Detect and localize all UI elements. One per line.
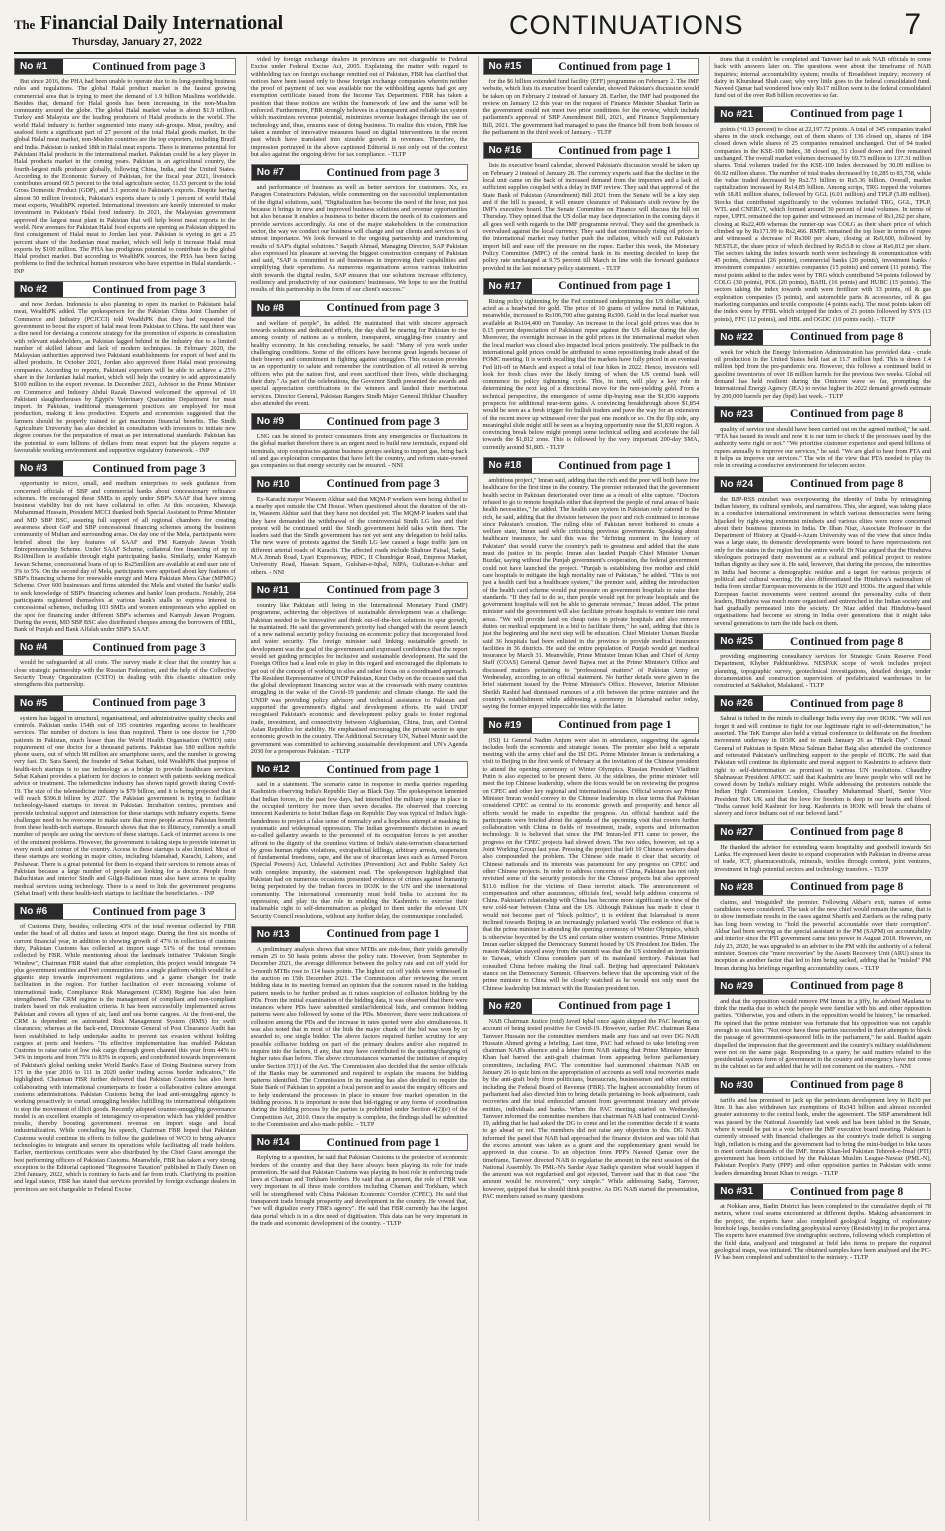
continued-page-number: 1 [665,280,672,293]
story [714,56,931,100]
story-body [714,653,931,689]
continued-from-label [763,477,930,492]
story-text: opportunity to micro, small, and medium enterprises to seek guidance from concerned officials of SBP and commercial banks about concessionary refinance schemes. He encouraged these SMEs to apply under SBP's SAAF that have strong business viability but do not have collateral to offer. At this occasion, Khawaja Muhammad Hussain, President MCCI thanked both Special Assistant to Prime Minister and MD SBP BSC, assuring full support of all regional chambers for creating awareness about GoP and SBP concessional financing schemes among the business community of Multan and surrounding areas. On day one of the Mela, participants were briefed about the key features of SAAF and PM Kamyab Jawan Youth Entrepreneurship Scheme. Under SAAF Scheme, collateral free financing of up to Rs10million is available through eight participating banks. Similarly, under Kamyab Jawan Scheme, concessional loans of up to Rs25million are available at end user rate of 3% to 5%. On the second day of Mela, participants were apprised about key features of SBP's financing scheme for renewable energy and Mera Pakistan Mera Ghar (MPMG) Scheme. Over 600 businesses and firms attended the Mela and visited the banks' stalls to seek knowledge of SBP's financing schemes and banks' loan products. Notably, 264 participants registered themselves at various bank's stalls to express interest in concessional schemes, including 103 SMEs and women entrepreneurs who applied on the spot for financing under different SBP's schemes and Kamyab Jawan Program. During the event, MD SBP BSC also distributed cheques among the borrowers of HBL, Bank of Punjab and Bank Alfalah under SBP's SAAF. [14,480,236,634]
continued-page-number: 3 [199,905,206,918]
continued-label-text: Continued from page [790,331,895,344]
story-body [483,477,700,711]
continued-label-text: Continued from page [790,1185,895,1198]
story-header [483,717,700,734]
story-header [251,413,468,430]
story-text: vided by foreign exchange dealers in provinces are not chargeable to Federal Excise under Federal Excise Act, 2005. Explaining the matter with regard to withholding tax on foreign exchange remitted out of Pakistan, FBR has clarified that notices have been issued only to those foreign exchange companies wherein neither the proof of payment of tax was available nor the withholding agents had got any exemption certificate issued from the Income Tax Department. FBR has taken a position that these notices are within the framework of law and the same will be enforced. Furthermore, FBR strongly believes in a transparent and reliable tax system which maximizes revenue potential, minimizes revenue leakages through the use of technology and, thus, ensures ease of doing business. To realize this vision, FBR has taken a number of innovative measures based on digital interventions in the recent past which have translated into sizeable growth in revenues. Therefore, the impression portrayed in the above captioned Editorial is not only out of the context but also against the ongoing drive for tax compliance. - TLTP [250,56,468,158]
story-number: No #2 [15,282,63,297]
continued-from-label [532,279,699,294]
story-body [14,715,236,897]
story-number: No #27 [715,825,763,840]
continued-page-number: 1 [665,60,672,73]
story [483,457,700,711]
continued-page-number: 8 [897,331,904,344]
story-text: of Customs Duty, besides, collecting 43% of the total revenue collected by FBR under the head of all duties and taxes at import stage. During the first six months of current financial year, in addition to showing growth of 47% in collection of customs duty, Pakistan Customs has collected at import stage 51% of the total revenues collected by FBR. While mentioning about the landmark initiative "Pakistan Single Window", Chairman FBR stated that after completion, this project would integrate 74 plus government entities and Port communities into a single platform which would be a gigantic step towards improvement regulations and a game changer for trade facilitation in the region. For further facilitation of ever increasing volume of international trade, Compliance Risk Management (CRM) Regime has also been strengthened. The CRM regime is the management of compliant and non-compliant traders based on risk evaluation criteria. It has been successfully implemented across Pakistan and covers all types of air, land and sea borne cargoes. At the front-end, the CRM is dependent on automated Risk Management System (RMS) for swift clearances; whereas at the back-end, Directorate General of Post Clearance Audit has been established to help undertake audits to prevent tax evasion without holding cargoes at ports and borders. "Its effective implementation has enabled Pakistan Customs to raise ratio of low risk cargo through green channel this year from 44% to 34% in imports and from 75% to 83% in exports, and contributed towards improvement of Pakistan's global ranking under World Bank's Ease of Doing Business survey from 171 in the year 2016 to 111 in 2020 under trading across border indicators," He highlighted. Chairman FBR further delivered that Pakistan Customs has also been collaborating with international counterparts to foster a collaborative culture amongst customs administrations. Pakistan Customs being the lead anti-smuggling agency is working proactively to curtail smuggling besides fulfilling its international obligations to stop the movement of illicit goods. Recently adopted counter-smuggling governance model is an excellent example of interagency co-operation which has yielded positive results, thereby boosting government revenue on import stage and local industrialization. While concluding his speech, Chairman FBR hoped that Pakistan Customs would continue its efforts to follow the guidelines of WCO to bring advance technologies to integrate and secure its operations while facilitating all trade holders. Earlier, meritorious certificates were also distributed by the Chief Guest amongst the best performing officers of Pakistan Customs. Meanwhile, FBR has taken a very strong exception to the Editorial captioned "Regressive Taxation" published in Daily Dawn on 23rd January, 2022, which is contrary to facts and far from truth. Clarifying its position and legal stance, FBR has stated that services provided by foreign exchange dealers in provinces are not chargeable to Federal Excise [14,923,236,1193]
continued-label-text: Continued from page [790,881,895,894]
continued-from-label [763,880,930,895]
story-body [714,715,931,817]
story-number: No #16 [484,143,532,158]
story-header [483,998,700,1015]
continued-label-text: Continued from page [326,928,432,941]
continued-page-number: 8 [897,1079,904,1092]
story [714,879,931,972]
story [483,142,700,271]
continued-page-number: 1 [665,1000,672,1013]
story-number: No #31 [715,1184,763,1199]
story-number: No #29 [715,979,763,994]
story-number: No #10 [252,477,300,492]
story-header [251,300,468,317]
continued-label-text: Continued from page [326,478,432,491]
story-number: No #21 [715,107,763,122]
continued-from-label [763,407,930,422]
continued-page-number: 8 [897,826,904,839]
story-text: But since 2016, the PHA had been unable to operate due to its long-pending business rules and regulations. The global Halal product market is the fastest growing commercial area that is trying to meet the demand of 1.9 billion Muslims worldwide. Besides that, demand for Halal goods has been increasing in the non-Muslim community around the globe. The global Halal market value is about $1.9 trillion. Turkey and Malaysia are the leading producers of Halal products in the world. The world Halal industry is further segmented into many sub-groups. Meat, poultry, and seafood form a significant part of 27 percent of the total Halal goods market. In the global Halal meat market, non-Muslim countries are the top exporters, including Brazil and India. Pakistan is ranked 18th in Halal meat exports. There is immense potential for Pakistani Halal products in the international market. Pakistan could be a key player in Halal products market in the coming years. Pakistan is an agricultural country, the fourth-largest milk producer globally, following China, India, and the United States. According to the Economic Survey of Pakistan, for the fiscal year 2021, livestock contributes around 60.5 percent to the total agriculture sector, 11.53 percent to the total Gross Domestic Product (GDP), and 3.1 percent to Pakistan's exports. Despite having almost 50 million livestock, Pakistan's exports share is only 1 percent of world Halal meat exports, WealthPK reported. International investors are keenly interested to make investment in Pakistan's Halal food industry. In 2021, the Malaysian government approved the largest meat plant in Pakistan that will help boost meat exports to the world. New avenues for Pakistan Halal food exports are opening as Pakistan shipped its first consignment of Halal meat to Jordan last year. Pakistan is eyeing to get a 25 percent share of the Jordanian meat market, which will help it increase Halal meat exports by $100 million. The PHA has prodigious potential to contribute to the global Halal product market. But according to WealthPK sources, the PHA has been facing problems to find the technical human resources who have expertise in Halal standards. - INP [14,78,236,275]
column-3 [478,56,700,1521]
continued-from-label [63,696,235,711]
continued-from-label [300,1135,467,1150]
continued-page-number: 8 [897,980,904,993]
story-header [14,460,236,477]
story-header [251,476,468,493]
page-number: 7 [904,8,921,41]
story-header [714,824,931,841]
story-text: and performance of business as well as better services for customers. Xx, ex Paragon Constructors Pakistan, while commenting on the successful implementation of the digital solutions, said, "Digitalization has become the need of the hour, not just because it brings in new and improved business solutions and revenue opportunities but also because it enables a business to better discern the needs of its customers and provide services accordingly. As one of the major stakeholders in the construction sector, the way we conduct our business will change and our clients and services is of utmost importance. We look forward to the ongoing partnership and transforming results of SAP's digital solutions." Saquib Ahmad, Managing Director, SAP Pakistan also expressed his pleasure at serving the biggest construction company of Pakistan and said, "SAP is committed to aid businesses in improving their capabilities and simplifying their operations. As numerous organisations across various industries shift towards the digital realm, SAP ensures that our solutions increase efficiency, resiliency and productivity of our customers' businesses. We hope to see the fruitful results of this partnership in the form of our client's success." [250,184,468,294]
story [714,476,931,627]
story-header [714,978,931,995]
story-body [714,349,931,400]
continued-page-number: 8 [897,881,904,894]
story-number: No #8 [252,301,300,316]
story-number: No #3 [15,461,63,476]
continued-page-number: 3 [433,166,440,179]
story-body [14,480,236,633]
continued-from-label [300,414,467,429]
story [714,329,931,400]
continued-label-text: Continued from page [326,584,432,597]
continued-label-text: Continued from page [558,1000,663,1013]
story-text: (ISI) Lt General Nadim Anjum were also in attendance, suggesting the agenda includes both the economic and strategic issues. The premier also held a separate meeting with the army chief and the ISI DG. Prime Minister Imran is undertaking a visit to Beijing in the first week of February at the invitation of the Chinese president to attend the opening ceremony of Winter Olympics. Russian President Vladimir Putin is also expected to be present there. At the sidelines, the prime minister will meet the top Chinese leadership, where the focus would be on reviewing the progress on CPEC and other key regional and international issues. Official sources say Prime Minister Imran would convey to the Chinese leadership in clear terms that Pakistan considered CPEC as central to its economic growth and prosperity and hence all efforts would be made to expedite the progress. An official handout said the participants were briefed about the agenda of the upcoming visit that covers further collaboration with China in fields of investment, trade, exports and information technology. It is believed that since the PM Imran-led PTI came to power, the progress on the CPEC projects had slowed down. The two sides, however, set up a Joint Working Group last year. Pressing the project that left 10 Chinese workers dead also compounded the problem. The Chinese side made it clear that security of Chinese nationals and its interests was paramount for any progress on CPEC and other Chinese projects. In order to address concerns of China, Pakistan has not only revisited some of the security protocols for the Chinese projects but also approved $11.6 million for the victims of Dasu terrorist attack. The announcement of compensation and other assurances, officials feel, would help address concerns of China. Pakistan's relationship with China has become more significant in view of the new cold-war between China and the US. Although Pakistan has made it clear it would not become part of "block politics", it is evident that Islamabad is more inclined towards Beijing in an increasingly polarised world. The evidence of that is that the prime minister is attending the opening ceremony of Winter Olympics, which is otherwise boycotted by the US and certain other western countries. Prime Minister Imran earlier skipped the Democracy Summit hosted by US President Joe Biden. The reason Pakistan stayed away from the summit was that the US extended an invitation to Taiwan, which China considers part of its mainland territory. Pakistan had consulted China before making the final call. Beijing had appreciated Pakistan's stance on the Democracy Summit. Observers believe that the upcoming visit of the prime minister to China will be closely watched as he would not only meet the Chinese leadership but interact with the Russian president too. [482,736,700,992]
story-number: No #13 [252,927,300,942]
story-text: lists its executive board calendar, showed Pakistan's discussion would be taken up on February 2 instead of January 28. The currency experts said that the decline in the local unit came on the back of increased demand from the importers and a lack of sufficient supplies coupled with a delay in IMF review. They said that approval of the State Bank of Pakistan (Amendment) Bill 2021 from the Senate will be a key step and if the bill is passed, it will ensure clearance of Pakistan's sixth review by the IMF's executive board. The Senate Committee on Finance will discuss the bill on Thursday. They opined that the US dollar may face depreciation in the coming days if all goes well with regards to the IMF programme revival. They said the greenback is overvalued against the local currency. They said that continuously rising oil prices in the international market may further push the inflation, which will cut Pakistan's import bill and ease off the pressure on the rupee. Earlier this week, the Monetary Policy Committee (MPC) of the central bank in its meeting decided to keep the policy rate unchanged at 9.75 percent till March in line with the forward guidance provided in the last monetary policy statement. - TLTP [482,162,700,272]
continued-from-label [763,825,930,840]
story-number: No #1 [15,59,63,74]
continued-label-text: Continued from page [790,108,895,121]
story-number: No #22 [715,330,763,345]
story [483,278,700,451]
story [251,164,468,293]
story [714,978,931,1071]
continued-page-number: 8 [897,478,904,491]
paper-name-kicker: The [14,17,36,32]
story-body [251,320,468,408]
story [14,639,236,688]
story-header [714,1183,931,1200]
continued-label-text: Continued from page [790,478,895,491]
story-header [714,1077,931,1094]
continued-from-label [300,301,467,316]
continued-label-text: Continued from page [790,826,895,839]
story [251,582,468,755]
continued-label-text: Continued from page [326,415,432,428]
story-body [251,184,468,293]
continued-page-number: 3 [199,641,206,654]
story-number: No #5 [15,696,63,711]
continued-label-text: Continued from page [92,641,197,654]
story-header [714,879,931,896]
story-number: No #15 [484,59,532,74]
continued-page-number: 3 [433,584,440,597]
story [714,406,931,470]
continued-label-text: Continued from page [790,635,895,648]
story-text: points (+0.13 percent) to close at 22,197.72 points. A total of 345 companies traded shares in the stock exchange, out of them shares of 136 closed up, shares of 184 closed down while shares of 25 companies remained unchanged. Out of 94 traded companies in the KSE-100 Index, 38 closed up, 51 closed down and five remained unchanged. The overall market volumes decreased by 69.73 million to 137.31 million shares. Total volumes traded for the KSE-100 Index decreased by 30.09 million to 66.92 million shares. The number of total trades decreased by 16,285 to 83,738, while the value traded decreased by Rs2.73 billion to Rs5.36 billion. Overall, market capitalization increased by Rs14.85 billion. Among scrips, TRG topped the volumes with 18.81 million shares, followed by GGL (6.01 million) and TPLP (5.89 million). Stocks that contributed significantly to the volumes included TRG, GGL, TPLP, WTL and CNERGY, which formed around 30 percent of total volumes. In terms of rupee, UPFL remained the top gainer and witnessed an increase of Rs1,262 per share, closing at Rs22,409 whereas the runner-up was COLG as their share price of which climbed up by Rs171.99 to Rs2,466. RMPL remained the top loser in terms of rupee and witnessed a decrease of Rs300 per share, closing at Rs9,600, followed by NESTLE, the share price of which declined by Rs53.8 to close at Rs6,812 per share. The sectors taking the index towards north were technology & communication with 45 points, chemical (26 points), commercial banks (20 points), investment banks / investment companies / securities companies (15 points) and cement (11 points). The most points added to the index were by TRG which contributed 54 points followed by COLG (30 points), POL (20 points), BAHL (16 points) and HUBC (15 points). The sectors taking the index towards south were fertilizer with 33 points, oil & gas exploration companies (5 points), and automobile parts & accessories, oil & gas marketing companies and textile composite (4 points each). The most points taken off the index were by FFBL which stripped the index of 21 points followed by SYS (13 points), FFC (12 points), and HBL and OGDC (10 points each). - TLTP [714,125,931,323]
continued-from-label [63,640,235,655]
story-text: Sahrai is itched in the minds to challenge India every day over IIOJK. "We will not forget it and will continue to fight for our legitimate right to self-determination," he asserted. The TeK Europe also held a virtual conference to deliberate on the freedom movement underway in IIOJK and to mark January 26 as "Black Day". Consul General of Pakistan in Spain Mirza Salman Babar Baig also attended the conference and reiterated Pakistan's unflinching support to the people of IIOJK. He said that Pakistan will continue its diplomatic and moral support to Kashmiris to achieve their right to self-determination as promised in various UN resolutions. Chaudhry Shahnawaz President APKCC said that Kashmiris are brave people who will not be cowed down by India's military might. While addressing the protesters outside the Indian High Commission London, Chaudhry Muhammad Sharif, Senior Vice President TeK UK said that the love for freedom is deep in our hearts and blood. "India cannot hold Kashmir for long. Kashmiris in IIOJK will break the chains of slavery and force Indians out of our beloved land." [714,715,931,818]
story [714,106,931,323]
continued-label-text: Continued from page [326,302,432,315]
continued-label-text: Continued from page [326,1136,432,1149]
story-number: No #7 [252,165,300,180]
story-header [483,278,700,295]
story-number: No #9 [252,414,300,429]
story-body [14,659,236,688]
story-text: at Nokkan area, Badin District has been completed to the cumulative depth of 78 meters, where coal seams encountered at different depths. Making advancement in the project, the experts have also completed geological logging of exploratory borehole logs, besides concluding geophysical survey (Resistivity) in the project area. The experts have examined five stratigraphic sections, following which completion of the field data, analysed and integrated at field labs items to prepare the required geological maps, was initiated. The obtained samples have been analysed and the PC-IV has been completed and submitted to the ministry. - TLTP [714,1203,931,1262]
continued-label-text: Continued from page [92,60,197,73]
story-body [483,162,700,271]
story [483,998,700,1200]
story-header [714,406,931,423]
story-body [483,1018,700,1200]
story-text: Rising policy tightening by the Fed continued underpinning the US dollar, which acted as a headwind for gold. The price of 10 grams of yellow metal in Pakistan, meanwhile, increased to Rs106,700 after gaining Rs300. Gold in the local market was available at Rs104,400 on Tuesday. An increase in the local gold prices was due to 0.15 percent depreciation of Pakistani rupee against the US dollar during the day. Moreover, the overnight increase in the gold prices in the international market when the local market was closed also impacted local prices positively. The pullback in the international gold prices could be attributed to some repositioning trade ahead of the FOMC meeting. It is worth recalling that the markets have fully priced in an eventual Fed lift-off in March and expect a total of four hikes in 2022. Hence, investors will look for fresh clues over the likely timing of when the US central bank will commence its policy tightening cycle. This, in turn, will play a key role in determining the next leg of a directional move for the non-yielding gold. From a technical perspective, the emergence of some dip-buying near the $1,836 supports prospects for additional near-term gains. A convincing breakthrough above $1,854 would be seen as a fresh trigger for bullish traders and pave the way for an extension of the recent move up witnessed over the past one month or so. On the flip side, any meaningful slide might still be seen as a buying opportunity near the $1,830 region. A convincing break below might prompt some technical selling and accelerate the fall towards the $1,812 zone. This is followed by the very important 200-day SMA, currently around $1,805. - TLTP [482,297,700,451]
story [14,281,236,454]
continued-label-text: Continued from page [326,763,432,776]
section-title: CONTINUATIONS [509,10,744,40]
continued-label-text: Continued from page [558,719,663,732]
story-header [483,58,700,75]
continued-page-number: 1 [897,108,904,121]
continued-page-number: 8 [897,1185,904,1198]
story-text: tariffs and has promised to jack up the petroleum development levy to Rs30 per litre. It has also withdrawn tax exemptions of Rs343 billion and almost recorded greater autonomy to the central bank, under the agreement. The SBP amendment bill was passed by the National Assembly last week and has been tabled in the Senate, where it would be put to a vote before the IMF executive board meeting. Pakistan is currently stressed with financial challenges as the country's trade deficit is surging high, inflation is rising and the government had to bring the mini-budget to bike taxes to meet certain demands of the IMF. Imran Khan-led Pakistan Tehreek-e-Insaf (PTI) government has been criticised by the Pakistan Muslim League-Nawaz (PML-N), Pakistan People's Party (PPP) and other opposition parties in Pakistan with some leaders demanding Imran Khan to resign. - TLTP [714,1096,931,1177]
story-number: No #4 [15,640,63,655]
story [14,460,236,633]
continued-page-number: 1 [433,763,440,776]
continued-from-label [63,282,235,297]
story-text: country like Pakistan still being in the International Monetary Fund (IMF) programme, achieving the objectives of sustainable development was a challenge. Pakistan needed to be innovative and think out-of-the-box solutions to spur growth, he maintained. He said the government's priority had changed with the recent launch of a new national security policy focusing on economic policy that incorporated food and water security. The foreign minister said linking sustainable growth to development was the goal of the government and expressed confidence that the report would set guiding principles for inclusive and sustainable development. He said the Foreign Office had a lead role to play in this regard and encouraged the diplomats to get out of the concept of working in silos and rather focus on a coordinated approach. The Resident Representative of UNDP Pakistan, Knut Ostby on the occasion said that the global development financing sector was at the crossroads with many countries struggling in the wake of the Covid-19 pandemic and climate change. He said the UNDP was providing policy advisory and technical assistance to Pakistan and supported the government's digital and development efforts. He said UNDP recognised Pakistan's economic and development policy goals to foster regional trade, investment, and connectivity between Afghanistan, China, Iran, and Central Asian Republics for stability. He emphasised encouraging the private sector to spur economic growth in the country. The Additional Secretary UN, Nabeel Munir said the government was committed to achieving sustainable development and UN's Agenda 2030 for a prosperous Pakistan. - TLTP [250,601,468,755]
story-body [251,602,468,755]
story-text: Replying to a question, he said that Pakistan Customs is the protector of economic borders of the country and that they have always been playing its role for trade promotion. He said that Pakistan Customs was playing its best role in enforcing trade laws at Chaman and Torkham borders. He said that at present, the role of FBR was very important in all three trade corridors including Chaman and Torkham, which will be strengthened with China Pakistan Economic Corridor (CPEC). He said that transparent trade brought prosperity and development in the country. He vowed that, "we will digitalize every FBR's agency". He said that FBR currently has the largest data portal which is in a dire need of digitisation. This data can be very important in the trade and economic development of the country. - TLTP [250,1154,468,1227]
story [483,717,700,992]
story-number: No #30 [715,1078,763,1093]
continued-from-label [763,107,930,122]
story-body [251,56,468,158]
continued-from-label [532,143,699,158]
continued-page-number: 3 [433,302,440,315]
continued-page-number: 3 [199,697,206,710]
story-number: No #28 [715,880,763,895]
story-body [14,923,236,1193]
continued-from-label [300,165,467,180]
story-text: ambitious project," Imran said, adding that the rich and the poor will both have free healthcare for the first time in the country. The premier reiterated that the government health sector in Pakistan deteriorated over time as a result of elite capture. "Doctors refused to go to remote hospitals either that deprived the people of rural areas of basic health necessities," he added. The health care system in Pakistan only catered to the rich, he said, adding that the division between the poor and rich continued to increase since Pakistan's creation. The ruling elite of Pakistan never bothered to create a welfare state, Imran said while criticising previous governments. Speaking about healthcare insurance, he said this was the "defining moment in the history of Pakistan" that would curve the country's path to greatness and added that the state must do justice to its people. Imran also lauded Punjab Chief Minister Usman Buzdar, saying without the Punjab government's cooperation, the federal government could not have launched the project. "Punjab is establishing five mother and child care hospitals to mitigate the high mortality rate of Pakistan," he added. "This is not just a health card but a healthcare system," the premier said, adding the introduction of the health card scheme would put pressure on government hospitals to raise their standards. "If they fail to do so, then people would opt for private hospitals and the government hospitals will not be able to generate revenue," Imran added. The prime minister said the government will also facilitate private hospitals to venture into rural areas. "We will provide land on cheap rates to private hospitals and also remove duties on medical equipment in a bid to facilitate them," he said, adding that this is just the beginning and the next step will be education. Chief Minister Usman Buzdar said 36 hospitals had been enlisted in the province to provide medical insurance facilities in 36 districts. He said the entire population of Punjab would get medical insurance by March 31. Meanwhile, Prime Minister Imran Khan and Chief of Army Staff (COAS) General Qamar Javed Bajwa met at the Prime Minister's Office and discussed matters pertaining to "professional matters" of Pakistan Army on Wednesday, according to an official statement. No further details were given in the brief statement issued by the Prime Minister's Office. However, Interior Minister Sheikh Rashid had dismissed rumours of a rift between the prime minister and the country's establishment while addressing a ceremony in Islamabad earlier today, saying the former enjoyed impeccable ties with the latter. [482,477,700,711]
story-body [714,899,931,972]
continued-label-text: Continued from page [790,980,895,993]
continued-from-label [532,718,699,733]
story-header [251,761,468,778]
masthead [14,8,931,54]
story-text: for the $6 billion extended fund facility (EFF) programme on February 2. The IMF website, which lists its executive board calendar, showed Pakistan's discussion would be taken up on February 2 instead of January 28. Earlier, the IMF had postponed the review on January 12 this year on the request of Finance Minister Shaukat Tarin as the government could not meet two prior conditions for the review, which include parliament's approval of SBP Amendment Bill, 2021, and Finance Supplementary Bill, 2021. The government had managed to pass the finance bill from both houses of the parliament in the third week of January. - TLTP [482,78,700,137]
story-number: No #6 [15,904,63,919]
continued-page-number: 1 [665,719,672,732]
continued-from-label [63,904,235,919]
continued-label-text: Continued from page [92,905,197,918]
continued-label-text: Continued from page [558,144,663,157]
story-body [14,301,236,454]
continued-page-number: 1 [433,928,440,941]
story-header [483,457,700,474]
continued-from-label [763,330,930,345]
story-number: No #19 [484,718,532,733]
continued-from-label [63,461,235,476]
story-text: and now Jordan. Indonesia is also planning to open its market to Pakistani halal meat, WealthPK added. The spokesperson for the Pakistan China Joint Chamber of Commerce and Industry (PCJCCI) told WealthPK that they had requested the government to boost the export of halal meat from Pakistan to China. He said there was a dire need for devising a concrete strategy for the promotion of exports in consultation with relevant stakeholders, as Pakistan lagged behind in the industry due to a limited number of skilled labour and lack of modern techniques. In February 2020, the Malaysian authorities approved two Pakistani establishments for export of beef and its allied products. In October 2021, Jordan also approved three Halal meat processing companies. According to reports, Pakistani exporters will be able to achieve a 25% share in the Jordanian halal market, which will help the country to add approximately $100 million to the export revenue. In December 2021, Advisor to the Prime Minister on Commerce and Industry Abdul Razak Dawood welcomed the approval of 10 Pakistani slaughterhouses by Egypt's Veterinary Quarantine Department for meat import. In Pakistan, traditional management practices are employed for meat production, making it less productive. Experts and economists suggested that the farmers should be properly trained to get maximum financial benefits. The Sindh Agriculture University has also decided in consultation with investors to initiate new degree courses for the preparation of meat as per international standards. Pakistan has the potential to earn billions of dollars from meat export but the players require a favourable working environment and supportive regulatory framework. - INP [14,301,236,454]
story-body [251,496,468,576]
continued-label-text: Continued from page [92,283,197,296]
story-text: Ex-Karachi mayor Waseem Akhtar said that MQM-P workers were being shifted to a nearby spot outside the CM House. When questioned about the duration of the sit-in, Waseem Akhtar said that they have not decided yet. The MQM-P leaders said that they have demanded the withdrawal of the controversial Sindh LG law and their protest will be continued until the Sindh government held talks with them. The leaders said that the Sindh government has not yet sent any delegation to hold talks. The new wave of protests against the Sindh LG law caused a huge traffic jam on different arterial roads of Karachi. The affected roads include Shahrae Faisal, Sadar, M.A Jinnah Road, Lyari Expressway, PIDC, II Chundrigar Road, Empress Market, University Road, Hassan Square, Gulshan-e-Iqbal, NIPA, Gulistan-e-Johar and others. - NNI [250,495,468,576]
story-number: No #18 [484,458,532,473]
story [714,633,931,689]
story-body [251,1154,468,1227]
story-number: No #14 [252,1135,300,1150]
story-header [251,582,468,599]
story [14,58,236,275]
continued-label-text: Continued from page [92,462,197,475]
continued-from-label [763,1078,930,1093]
column-4 [709,56,931,1521]
story-text: A preliminary analysis shows that since MTBs are risk-free, their yields generally remain 25 to 50 basis points above the policy rate. However, from September to December 2021, the average difference between the policy rate and cut off yield for 3-month MTBs rose to 114 basis points. The highest cut off yields were witnessed in the auction on 15th December 2021. The Commission after reviewing the recent bidding data in its meeting formed an opinion that the concern raised in the bidding pattern needs to be further probed as it raises suspicion of collusion bidding by the PDs. From the initial examination of the bidding data, it was observed that there were instances where PDs have submitted similar/identical bids, and common bidding patterns were also followed by some of the PDs. Moreover, there were indications of collusion among the PDs and the increase in rates quoted were also simultaneous. It was also noted that in most of the bids the major chunk of the bid was won by or awarded to, one single bidder. The above factors required further scrutiny for any possible collusive bidding on part of the primary dealers and/or also required to enquire into the factors, if any, that may have contributed to the quoting/charging of higher rates than before. The above circumstances warranted the initiation of enquiry under Section 37(1) of the Act. The Commission also decided that the senior officials of the Banks may be summoned and required to explain the reasons for bidding patterns identified. The Commission in its meeting has also decided to require the State Bank of Pakistan to appoint a focal person and to assist the enquiry officers and to help understand the processes in place to ensure free market operation in the bidding process. It is important to note that bid-rigging or any forms of coordination during the bidding process by the parties is prohibited under Section 4(2)(e) of the Competition Act, 2010. Once the enquiry is complete, the findings shall be submitted to the Commission and also made public. - TLTP [250,945,468,1128]
issue-date: Thursday, January 27, 2022 [72,37,202,48]
story-header [251,164,468,181]
story-header [714,329,931,346]
story-body [251,433,468,469]
story-number: No #25 [715,634,763,649]
story-body [14,78,236,275]
story-body [714,844,931,873]
story [251,926,468,1128]
story-text: and welfare of people", he added. He maintained that with sincere approach towards solutions and dedicated efforts, the day shall be nearing for Pakistan to rise among county of nations as a modern, transparent, struggling-free country and healthy economy. In his concluding remarks, he said: "Many of you work under challenging conditions. Some of the officers have become great legends because of their bravery and commitment in fighting against smugglers. This occasion provides us an opportunity to salute and remember the contribution of all retired & serving officers who put the nation first, and even sacrificed their lives, while discharging their duty." As part of the celebrations, the Governor Sindh presented the awards and special appreciation certifications to the winners and lauded their meritorious services. Director General, Pakistan Rangers Sindh Major General Iftikhar Chaudhry also attended the event. [250,319,468,407]
continued-from-label [300,762,467,777]
story-header [14,903,236,920]
continued-label-text: Continued from page [558,280,663,293]
continued-page-number: 1 [665,144,672,157]
story [483,58,700,136]
story-text: week for which the Energy Information Administration has provided data - crude oil production in the United States held fast at 11.7 million bpd. This is down 1.4 million bpd from the pre-pandemic era. However, this follows a continued build in gasoline inventories of over 18 million barrels for the previous two weeks. Global oil demand has held resilient during the Omicron wave so far, prompting the International Energy Agency (IEA) to revise higher its 2022 demand growth estimate by 200,000 barrels per day (bpd) last week. - TLTP [714,348,931,400]
story-header [714,695,931,712]
story-body [714,426,931,470]
continued-page-number: 1 [665,459,672,472]
story-body [714,126,931,323]
story [251,1134,468,1227]
story [14,903,236,1193]
story-number: No #12 [252,762,300,777]
story-header [251,1134,468,1151]
continued-from-label [763,634,930,649]
continued-page-number: 8 [897,408,904,421]
story-number: No #26 [715,696,763,711]
story [251,413,468,469]
story-body [251,781,468,920]
continued-page-number: 8 [897,635,904,648]
continued-from-label [63,59,235,74]
continued-page-number: 3 [433,415,440,428]
story-header [14,281,236,298]
continued-label-text: Continued from page [558,60,663,73]
story-text: NAB Chairman Justice (retd) Javed Iqbal once again skipped the PAC hearing on account of being tested positive for Covid-19. However, earlier PAC chairman Rana Tanveer Hussain nor the committee members made any fuss and sat over DG NAB Hussain Ahmed giving a briefing. Last time, PAC had refused to take briefing over chairman NAB's absence and a letter from NAB stating that Prime Minister Imran Khan had barred the anti-graft chairman from appearing before parliamentary committees, including PAC. The committee had summoned chairman NAB on January 26 to quiz him on the appropriation of accounts as well total recoveries made by the anti-graft body from politicians, bureaucrats, businessmen and other entities including the Federal Board of Revenue (FBR). The highest accountability forum of parliament had also directed him to bring details pertaining to book adjustment, cash recoveries and the total embezzled amount from government treasury and private entities, individuals and banks. When the PAC meeting started on Wednesday, Tanveer informed the committee members that chairman NAB had contracted Covid-19, adding that he had asked the DG to come and let the committee decide if it wants to go ahead or not. The members did not raise any objection to this. DG NAB informed the panel that NAB had approached the finance division and was told that the excess amount was taken as a grant and the supplementary grant would be approved in due course. To an objection from PPP's Naveed Qamar over the timeframe, Tanveer directed NAB to regularise the amount in the next session of the National Assembly. To PML-N's Sardar Ayaz Sadiq's question what would happen if the amount was not regularised and got rejected, Tanveer said that in that case "the amount would be recovered," very simple." While addressing Sadiq, Tanveer, however, quipped that he should think positive. As DG NAB started the presentation, PAC members raised so many questions [482,1017,700,1201]
continued-label-text: Continued from page [92,697,197,710]
story-text: LNG can be stored to protect consumers from any emergencies or fluctuations in the global market therefore there is an urgent need to build new terminals, expand old terminals, stop conspiracies against business groups seeking to import gas, bring back oil and gas exploration companies that have left the country, and reform state-owned gas companies so that energy security can be ensured. - NNI [250,433,468,470]
continued-from-label [763,696,930,711]
story [714,824,931,873]
paper-name-main: Financial Daily International [39,12,283,34]
continued-from-label [532,59,699,74]
story-body [714,1097,931,1177]
continued-label-text: Continued from page [558,459,663,472]
story-text: tions that it couldn't be completed and Tanveer had to ask NAB officials to come back with answers later on. The questions were about the timeframe of NAB inquiries; internal accountability system; results of Broadsheet inquiry; recovery of dairy in Khurshead Shah case; why very little goes to the federal consolidated fund. Naveed Qamar had wondered how only Rs17 million went to the federal consolidated fund out of the over Rs8 billion recoveries so far. [714,56,931,100]
continued-page-number: 3 [199,60,206,73]
story-body [483,298,700,451]
story [251,56,468,158]
story-header [251,926,468,943]
story-text: the BJP-RSS mindset was overpowering the identity of India by reimagining Indian history, its cultural symbols, and narratives. This, she argued, was taking place in a conducive international environment in which various democracies were being hijacked by right-wing extremist mindsets and various elites were more concerned about their business interests in India. Dr Ilhan Niaz, Associate Professor in the Department of History at Quaid-i-Azam University was of the view that since India was a large state, its domestic developments were bound to have repercussions not only for the states in the region but the entire world. Dr Niaz argued that the Hindutva ideologues portrayed their movement as a cultural and political project to restore Indian dignity as they saw it. He said, however, that during the process, the minorities in India had become a demographic residue and a target for various projects of political and cultural warring. He also differentiated the Hindutva's nationalism of India from similar European movements in the 1920 and 1930s. He argued that while European fascist movements were centred around the personality cults of their leaders, Hindutva was much more organised and entrenched in the Indian society and had gradually permeated into the society. Dr Niaz added that Hindutva-based organisations had become so strong in India over generations that it might take several generations to turn the tide back on them. [714,495,931,627]
story-header [14,639,236,656]
column-2 [246,56,468,1521]
story-body [251,946,468,1128]
story-body [483,78,700,136]
story-number: No #20 [484,999,532,1014]
story [714,1077,931,1177]
story-body [714,496,931,627]
story [251,761,468,920]
continued-label-text: Continued from page [790,697,895,710]
story [14,695,236,897]
story-text: would be safeguarded at all costs. The survey made it clear that the country has a close strategic partnership with the Russian Federation, and the help of the Collective Security Treaty Organization (CSTO) in dealing with this chaotic situation only strengthens this partnership. [14,659,236,689]
continued-from-label [300,583,467,598]
story-text: claims, and 'misguided' the premier. Following Akbar's exit, names of some candidates were considered. The task of the new chief would remain the same, that is to show immediate results in the cases against Sharifs and Zardaris as the ruling party has long been vowing to "hold the powerful accountable over their corruption". Akbar had been serving as the special assistant to the PM (SAPM) on accountability and interior since the PTI government came into power in August 2018. However, on July 23, 2020, he was upgraded to an adviser to the PM with the authority of a federal minister. Sources cite "mere recoveries" by the Assets Recovery Unit (ARU) since its inception as another factor that led to him being sacked, adding that he "misled" PM Imran during his briefings regarding accountability cases. - TLTP [714,898,931,972]
story-body [714,1203,931,1261]
story-text: and that the opposition would remove PM Imran in a jiffy, he advised Maulana to think the media due to which the people were familiar with his and other opposition parties. "Otherwise, you and others in the opposition would be history," he remarked. He opined that the prime minister was fortunate that his opposition was not capable enough to oust him. "Not once have these parties succeeded in their attempts to block the passage of government-sponsored bills in the parliament," he said. Rashid again dispelled the impression that the government and the country's military establishment were not on the same page. Responding to a query, he said matters related to the presidential system form of government in the country and emergency have not come in the cabinet so far and added that he will not comment on the matters. - NNI [714,997,931,1071]
continued-label-text: Continued from page [790,1079,895,1092]
story-text: He thanked the advisor for extending warm hospitality and goodwill towards Sri Lanka. He expressed keen desire to expand cooperation with Pakistan in diverse areas of trade, ICT, pharmaceuticals, minerals, textiles through content, joint ventures, investment in high potential sectors and technology transfers. - TLTP [714,843,931,873]
story-header [714,476,931,493]
continued-page-number: 1 [433,1136,440,1149]
story-header [14,695,236,712]
continued-from-label [300,927,467,942]
story-body [483,737,700,992]
continued-from-label [532,999,699,1014]
story [714,1183,931,1261]
continued-page-number: 3 [199,462,206,475]
story-text: system has lagged in structural, organisational, and administrative quality checks and controls. Pakistan ranks 154th out of 195 countries regarding access to healthcare services. The number of doctors is less than required. There is one doctor for 1,700 patients in Pakistan, much lesser than the World Health Organisation (WHO) ratio requirement of one doctor for a thousand patients. Pakistan has 180 million mobile phone users, out of which 98 million are smartphone users, and the number is growing very fast. Dr. Sara Saeed, the founder of Sehat Kahani, told WealthPK that purpose of health-tech startups is to use technology as a bridge to provide healthcare services. Sehat Kahani provides a platform for doctors to connect with patients seeking medical advice or treatment. The telemedicine industry has shown rapid growth during Covid-19. The size of the telemedicine industry is $79 billion, and it is being projected that it will reach $396.8 billion by 2027. The Pakistan government is trying to facilitate technology-based startups to invest in Pakistan. Incubation centres, premises and provide technical support and interaction for these startups with industry experts. Some challenges need to be overcome to make sure that more people across Pakistan benefit from these health-tech startups. Research shows that due to illiteracy, currently a small number of people are using the services of these startups. Lack of internet access is one of the eminent problems. However, the government is taking steps to provide internet in every nook and corner of the country. Access to these startups is also limited. Most of these startups are working in major cities, including Islamabad, Karachi, Lahore, and Peshawar. There is a great potential for them to expand their services to remote areas of Pakistan because a large number of people are looking for a doctor. People from Baluchistan and interior Sindh and Gilgit-Baltistan must also have access to quality medical services using technology. There is a need to link the government programs (Sehat Insaf) with these health-tech startups to facilitate the beneficiaries. - INP [14,714,236,897]
continued-page-number: 8 [897,697,904,710]
continued-label-text: Continued from page [326,166,432,179]
story-text: providing engineering consultancy services for Strategic Grain Reserve Food Department, Khyber Pakhtunkhwa. NESPAK scope of work includes project planning, topographic survey, geotechnical investigations, detailed design, tender documentation and construction supervision of prefabricated warehouses to be constructed at Sakhakot, Malakand. - TLTP [714,653,931,690]
story-text: said in a statement. The scenario came in response to media queries regarding Kashmiris observing India's Republic Day as Black Day. The spokesperson lamented that Indian forces, in the past few days, had intensified the military siege in place in the occupied territory for more than seven decades. He observed that coercing innocent Kashmiris to hoist Indian flags on Republic Day was typical of India's high-handedness to project a false sense of normalcy and a hopeless attempt at masking its systematic and widespread oppression. The Indian government's decision to award so-called gallantry awards to the personnel of its occupation forces is yet another affront to the dignity of the countless victims of India's state-terrorism characterised by gross human rights violations, extrajudicial killings, arbitrary arrests, suspension of fundamental freedoms, rape, and the use of draconian laws such as Armed Forces (Special Powers) Act, Unlawful Activities (Prevention) Act and Public Safety Act with complete impunity, the statement read. The spokesperson highlighted that Pakistan had on numerous occasions presented evidence of crimes against humanity being perpetrated by the Indian forces in IIOJK to the UN and the international community. The international community must hold India to account for its oppression, and play its due role in enabling the Kashmiris to exercise their inalienable right to self-determination as pledged to them under the relevant UN Security Council resolutions, without any further delay, the communique concluded. [250,781,468,920]
continued-page-number: 3 [199,283,206,296]
story-header [714,633,931,650]
continued-from-label [532,458,699,473]
story-header [483,142,700,159]
story-body [714,998,931,1071]
story-header [714,106,931,123]
story-text: quality of service test should have been carried out on the agreed method," he said. "PTA has issued its result and now it is our turn to check if the processes used by the authority were right or not." "We prioritise customer experience and spend billions of rupees annually to improve our services," he said. "We are glad to hear from PTA and it helps us improve our services." The win of the view that PTA needed to play its role in creating a conducive environment for telecom sector. [714,425,931,470]
story-number: No #11 [252,583,300,598]
story [251,300,468,408]
story [714,695,931,817]
story [251,476,468,576]
story-header [14,58,236,75]
story-number: No #24 [715,477,763,492]
story-body [714,56,931,100]
continued-from-label [763,979,930,994]
paper-name [14,12,283,35]
continued-label-text: Continued from page [790,408,895,421]
columns-container [14,56,931,1521]
continued-from-label [300,477,467,492]
column-1 [14,56,236,1521]
story-number: No #23 [715,407,763,422]
continued-page-number: 3 [433,478,440,491]
story-number: No #17 [484,279,532,294]
continued-from-label [763,1184,930,1199]
